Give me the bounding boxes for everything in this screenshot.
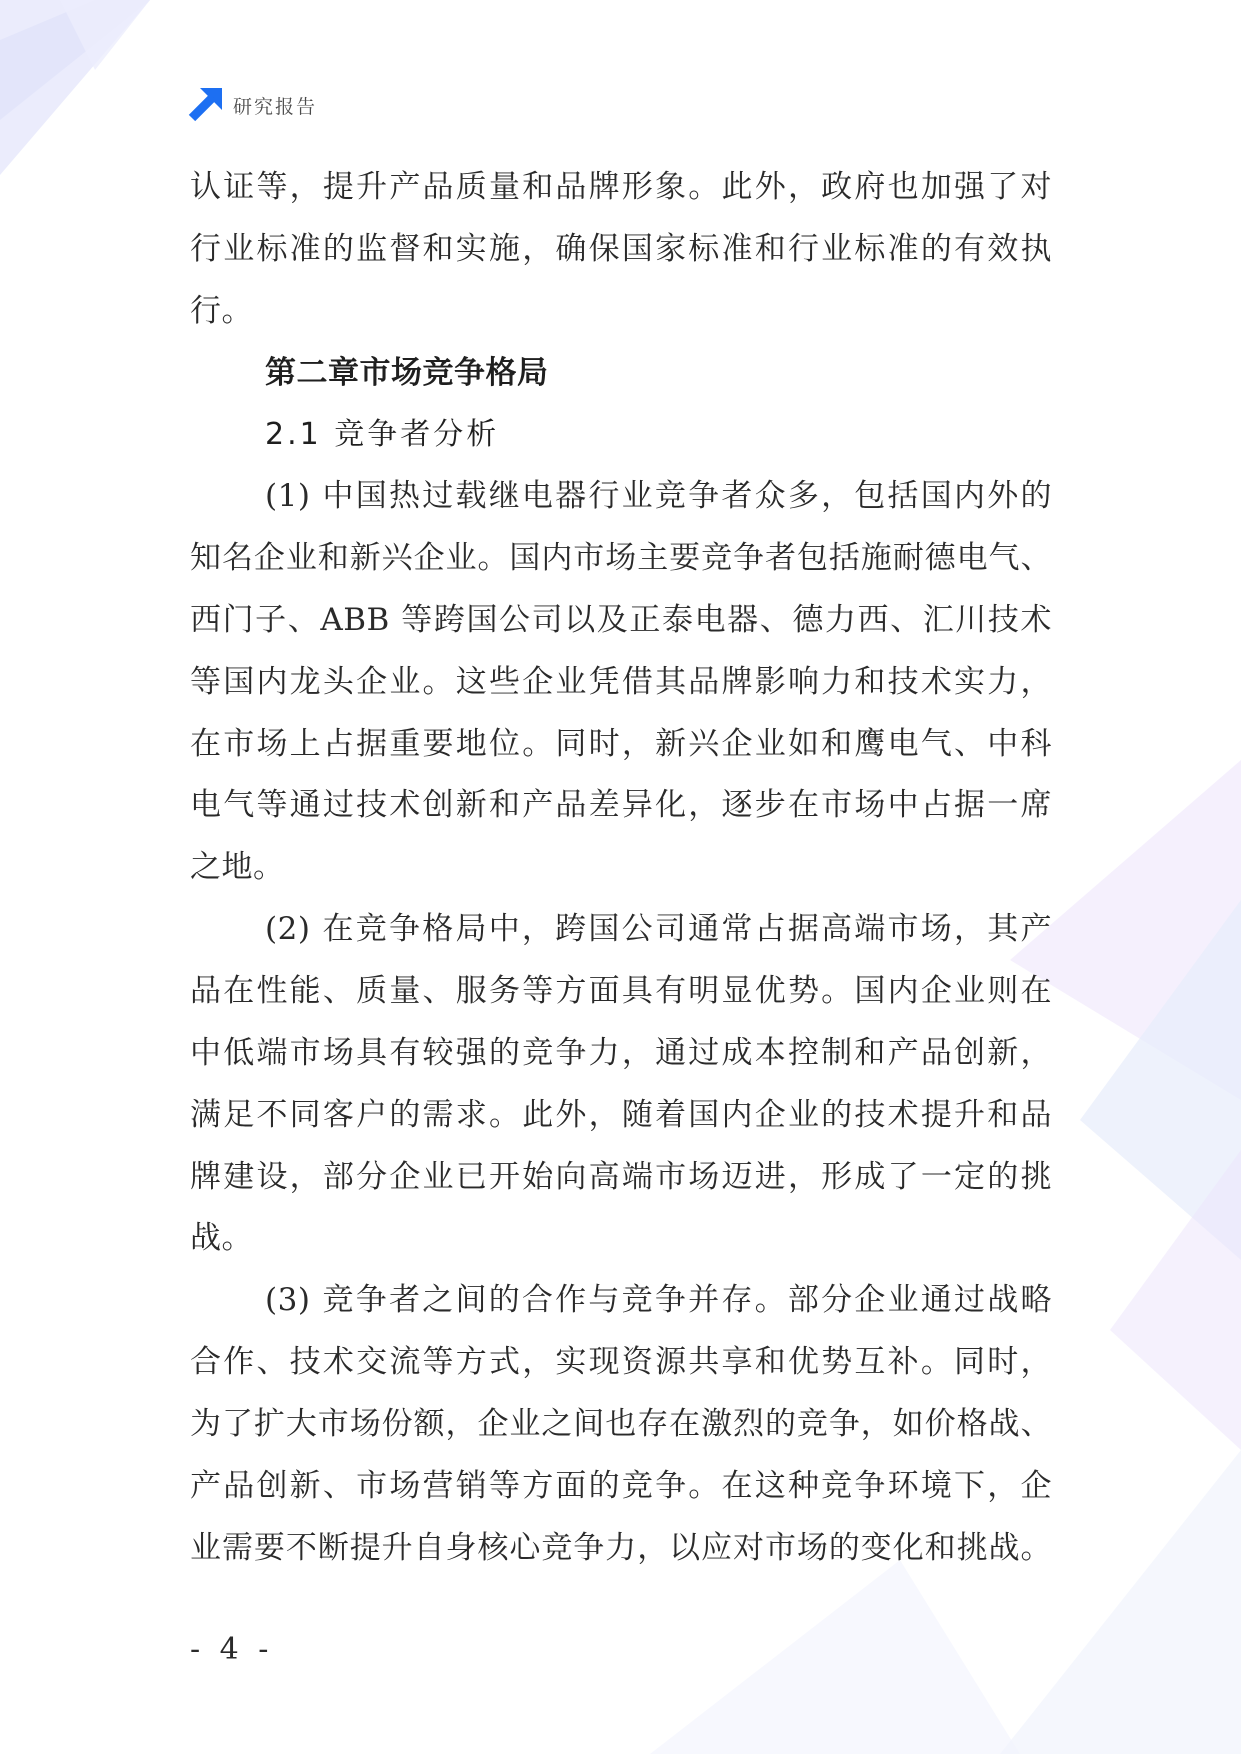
text-line: 行。 xyxy=(190,292,253,329)
paragraph-intro-continuation xyxy=(190,157,1052,343)
text-line: 认证等，提升产品质量和品牌形象。此外，政府也加强了对 xyxy=(190,169,1052,205)
text-line: 满足不同客户的需求。此外，随着国内企业的技术提升和品 xyxy=(190,1096,1052,1133)
arrow-up-right-icon xyxy=(188,88,222,122)
text-line: 中低端市场具有较强的竞争力，通过成本控制和产品创新， xyxy=(190,1034,1052,1071)
text-line: 等国内龙头企业。这些企业凭借其品牌影响力和技术实力， xyxy=(190,663,1052,700)
text-line: 电气等通过技术创新和产品差异化，逐步在市场中占据一席 xyxy=(190,787,1052,824)
paragraph-1 xyxy=(190,466,1052,899)
text-line: 在市场上占据重要地位。同时，新兴企业如和鹰电气、中科 xyxy=(190,725,1052,762)
text-line: 行业标准的监督和实施，确保国家标准和行业标准的有效执 xyxy=(190,230,1052,267)
text-line: 合作、技术交流等方式，实现资源共享和优势互补。同时， xyxy=(190,1344,1052,1381)
paragraph-3 xyxy=(190,1270,1052,1579)
report-header xyxy=(188,88,317,122)
text-line: 战。 xyxy=(190,1220,253,1257)
paragraph-2 xyxy=(190,899,1052,1270)
document-body xyxy=(190,157,1052,1579)
report-label: 研究报告 xyxy=(233,95,318,118)
text-line: (1) 中国热过载继电器行业竞争者众多，包括国内外的 xyxy=(265,478,1052,515)
text-line: 品在性能、质量、服务等方面具有明显优势。国内企业则在 xyxy=(190,972,1052,1009)
text-line: 牌建设，部分企业已开始向高端市场迈进，形成了一定的挑 xyxy=(190,1158,1052,1195)
text-line: (2) 在竞争格局中，跨国公司通常占据高端市场，其产 xyxy=(265,911,1052,948)
page-number: - 4 - xyxy=(190,1632,274,1667)
text-line: 之地。 xyxy=(190,849,285,886)
section-title: 2.1 竞争者分析 xyxy=(265,417,500,453)
text-line: (3) 竞争者之间的合作与竞争并存。部分企业通过战略 xyxy=(265,1282,1052,1319)
text-line: 西门子、ABB 等跨国公司以及正泰电器、德力西、汇川技术 xyxy=(190,601,1052,638)
text-line: 知名企业和新兴企业。国内市场主要竞争者包括施耐德电气、 xyxy=(190,540,1052,577)
text-line: 产品创新、市场营销等方面的竞争。在这种竞争环境下，企 xyxy=(190,1467,1052,1504)
chapter-title: 第二章市场竞争格局 xyxy=(265,354,549,391)
text-line: 为了扩大市场份额，企业之间也存在激烈的竞争，如价格战、 xyxy=(190,1405,1052,1442)
text-line: 业需要不断提升自身核心竞争力，以应对市场的变化和挑战。 xyxy=(190,1529,1052,1566)
